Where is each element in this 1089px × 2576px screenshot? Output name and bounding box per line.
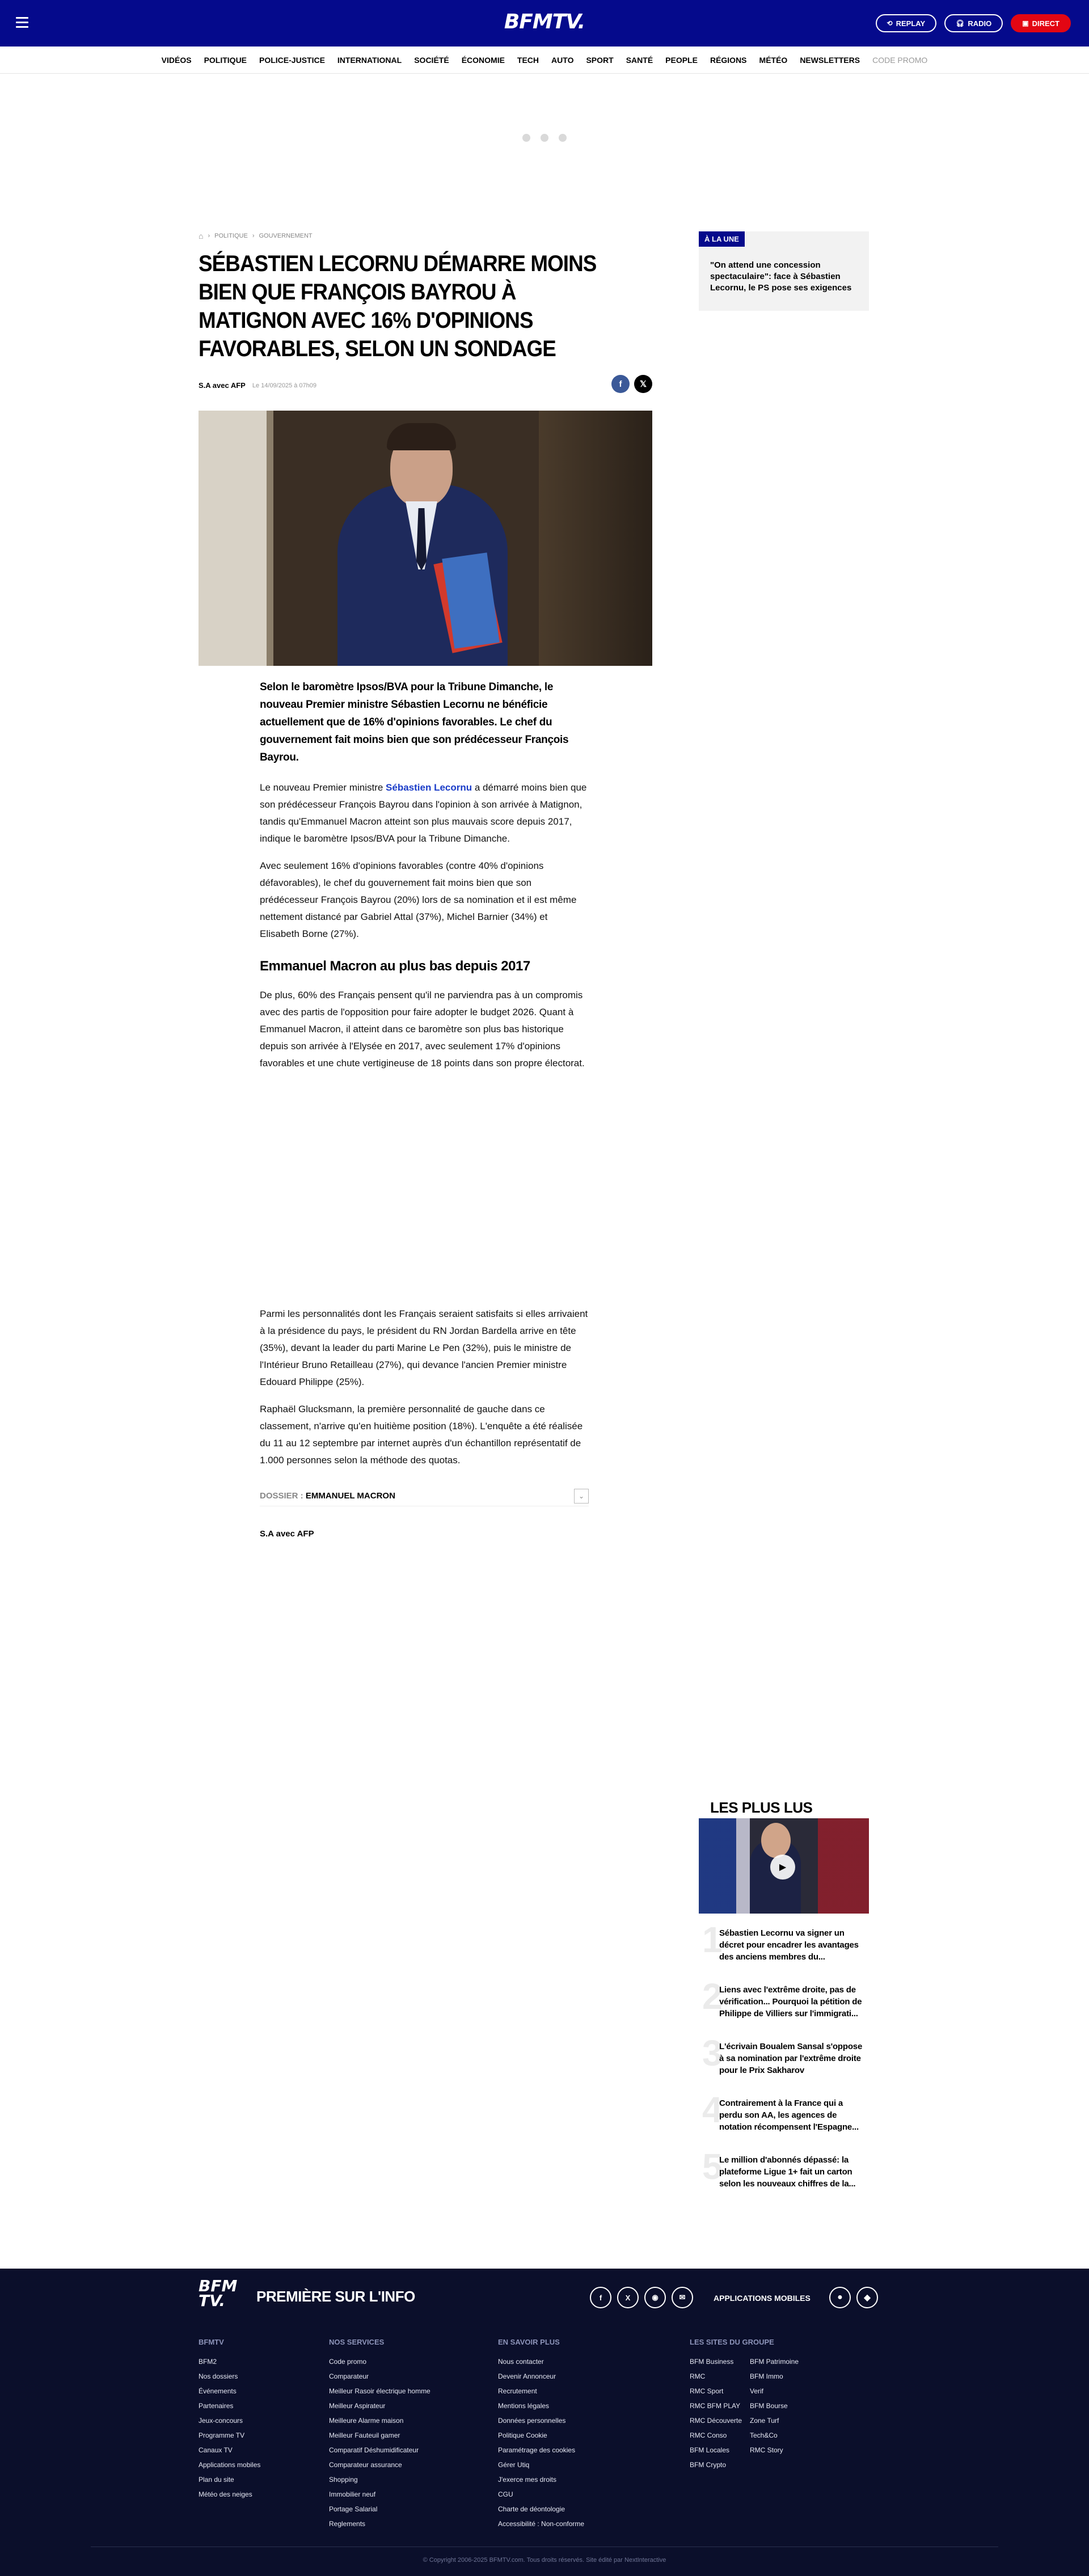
footer-col-title [750,2338,799,2346]
footer-link[interactable]: Données personnelles [498,2417,566,2425]
footer-link[interactable]: BFM Immo [750,2372,783,2380]
footer-link[interactable]: Comparatif Déshumidificateur [329,2446,419,2454]
footer-link[interactable]: Meilleur Rasoir électrique homme [329,2387,430,2395]
footer-apps-label: APPLICATIONS MOBILES [714,2294,811,2303]
footer-link[interactable]: Reglements [329,2520,366,2528]
footer-col-title: BFMTV [199,2338,224,2346]
headphones-icon: 🎧︎ [956,19,965,27]
article-lead: Selon le baromètre Ipsos/BVA pour la Tribune Dimanche, le nouveau Premier ministre Sébastien Lecornu ne bénéficie actuellement que de 16% d'opinions favorables. Le chef du gouvernement fait moins bien que son prédécesseur François Bayrou. [260,681,569,763]
nav-item-sante[interactable]: SANTÉ [626,55,653,65]
rank-number: 1 [702,1919,723,1960]
article-paragraph: Raphaël Glucksmann, la première personnalité de gauche dans ce classement, n'arrive qu'en huitième position (18%). L'enquête a été réalisée du 11 au 12 septembre par internet auprès d'un échantillon représentatif de 1.000 personnes selon la méthode des quotas. [260,1404,583,1466]
footer-link[interactable]: Immobilier neuf [329,2490,376,2498]
nav-item-videos[interactable]: VIDÉOS [161,55,192,65]
nav-item-international[interactable]: INTERNATIONAL [337,55,402,65]
nav-item-regions[interactable]: RÉGIONS [710,55,747,65]
footer-link[interactable]: RMC Découverte [690,2417,742,2425]
footer-link[interactable]: Zone Turf [750,2417,779,2425]
replay-icon: ⟲ [887,19,893,27]
article-paragraph: Parmi les personnalités dont les Français seraient satisfaits si elles arrivaient à la présidence du pays, le président du RN Jordan Bardella arrive en tête (35%), devant la leader du parti Marine Le Pen (32%), puis le ministre de l'Intérieur Bruno Retailleau (27%), qui devance l'ancien Premier ministre Edouard Philippe (25%). [260,1308,588,1387]
main-nav [0,47,1089,74]
footer-link[interactable]: Code promo [329,2358,367,2366]
list-item-title[interactable]: L'écrivain Boualem Sansal s'oppose à sa nomination par l'extrême droite pour le Prix Sakharov [719,2042,863,2075]
chevron-right-icon: › [208,233,210,239]
direct-label: DIRECT [1032,19,1060,28]
footer-link[interactable]: Nous contacter [498,2358,544,2366]
nav-item-people[interactable]: PEOPLE [665,55,698,65]
dossier-bar[interactable] [260,1486,589,1506]
nav-item-police-justice[interactable]: POLICE-JUSTICE [259,55,325,65]
footer-link[interactable]: Événements [199,2387,237,2395]
plus-lus-video-thumbnail[interactable] [699,1818,869,1914]
breadcrumb-politique[interactable]: POLITIQUE [214,233,248,239]
list-item-title[interactable]: Liens avec l'extrême droite, pas de vérification... Pourquoi la pétition de Philippe de Villiers sur l'immigrati... [719,1985,862,2018]
nav-item-newsletters[interactable]: NEWSLETTERS [800,55,860,65]
footer-logo[interactable]: BFM TV. [199,2277,238,2310]
footer-link[interactable]: Comparateur assurance [329,2461,402,2469]
footer-copyright: © Copyright 2006-2025 BFMTV.com. Tous droits réservés. Site édité par NextInteractive [423,2557,666,2564]
home-icon[interactable]: ⌂ [199,231,204,240]
footer-link[interactable]: Tech&Co [750,2431,778,2439]
plus-lus-list [699,1919,869,2208]
footer-link[interactable]: Charte de déontologie [498,2505,565,2513]
list-item[interactable] [699,1919,869,1982]
live-icon: ▣ [1022,19,1029,27]
article-date: Le 14/09/2025 à 07h09 [252,382,317,389]
footer-link[interactable]: Accessibilité : Non-conforme [498,2520,585,2528]
footer-link[interactable]: BFM Locales [690,2446,730,2454]
list-item[interactable] [699,2033,869,2095]
footer-link[interactable]: BFM Business [690,2358,734,2366]
share-buttons [611,375,652,393]
footer-link[interactable]: BFM Bourse [750,2402,788,2410]
list-item-title[interactable]: Sébastien Lecornu va signer un décret pour encadrer les avantages des anciens membres du... [719,1928,859,1962]
article-signature: S.A avec AFP [260,1529,314,1539]
facebook-icon[interactable]: f [590,2287,611,2308]
link-sebastien-lecornu[interactable]: Sébastien Lecornu [386,782,472,793]
footer-link[interactable]: Politique Cookie [498,2431,547,2439]
replay-button[interactable] [876,14,937,32]
article-author: S.A avec AFP [199,381,246,390]
list-item-title[interactable]: Contrairement à la France qui a perdu son AA, les agences de notation récompensent l'Espagne... [719,2098,859,2132]
footer-social [590,2287,693,2308]
footer-link[interactable]: Paramétrage des cookies [498,2446,576,2454]
footer-link[interactable]: Programme TV [199,2431,245,2439]
footer-link[interactable]: RMC Conso [690,2431,727,2439]
plus-lus-heading: LES PLUS LUS [710,1799,813,1816]
footer-link[interactable]: RMC Story [750,2446,783,2454]
footer-link[interactable]: BFM2 [199,2358,217,2366]
footer-link[interactable]: Devenir Annonceur [498,2372,556,2380]
header-actions [876,14,1071,32]
a-la-une-tag: À LA UNE [699,231,745,247]
x-icon[interactable]: X [617,2287,639,2308]
ad-loading-indicator [0,134,1089,142]
article-hero-image [199,411,652,666]
list-item-title[interactable]: Le million d'abonnés dépassé: la plateforme Ligue 1+ fait un carton selon les nouveaux chiffres de la... [719,2155,856,2189]
nav-item-economie[interactable]: ÉCONOMIE [461,55,505,65]
footer-app-buttons [829,2287,878,2308]
footer-link[interactable]: Verif [750,2387,764,2395]
footer-link[interactable]: Applications mobiles [199,2461,261,2469]
site-logo[interactable]: BFMTV. [504,10,585,33]
footer-link[interactable]: Comparateur [329,2372,369,2380]
article-subheading: Emmanuel Macron au plus bas depuis 2017 [260,958,530,974]
footer-col-title: LES SITES DU GROUPE [690,2338,774,2346]
footer-link[interactable]: Mentions légales [498,2402,550,2410]
x-icon[interactable]: 𝕏 [634,375,652,393]
rss-icon[interactable]: ◉ [644,2287,666,2308]
chevron-right-icon: › [252,233,255,239]
nav-item-code-promo[interactable]: CODE PROMO [872,55,928,65]
list-item[interactable] [699,2089,869,2152]
a-la-une-title[interactable]: "On attend une concession spectaculaire": face à Sébastien Lecornu, le PS pose ses exigences [710,260,852,293]
footer-col-savoir-plus [498,2338,584,2531]
list-item[interactable] [699,2146,869,2208]
apple-icon[interactable]: ● [829,2287,851,2308]
footer-col-services [329,2338,430,2531]
breadcrumb-gouvernement[interactable]: GOUVERNEMENT [259,233,313,239]
facebook-icon[interactable]: f [611,375,630,393]
footer-link[interactable]: BFM Crypto [690,2461,727,2469]
footer-link[interactable]: J'exerce mes droits [498,2476,556,2484]
site-footer [0,2269,1089,2576]
footer-link[interactable]: RMC Sport [690,2387,724,2395]
footer-link[interactable]: Météo des neiges [199,2490,252,2498]
footer-link[interactable]: RMC [690,2372,706,2380]
footer-link[interactable]: RMC BFM PLAY [690,2402,741,2410]
radio-button[interactable] [944,14,1003,32]
breadcrumb [199,231,313,240]
footer-col-title: NOS SERVICES [329,2338,385,2346]
footer-link[interactable]: Portage Salarial [329,2505,378,2513]
chevron-down-icon[interactable]: ⌄ [574,1489,589,1504]
footer-col-title: EN SAVOIR PLUS [498,2338,560,2346]
footer-tagline: PREMIÈRE SUR L'INFO [256,2288,415,2305]
rank-number: 4 [702,2089,723,2130]
article-meta [199,381,316,390]
footer-link[interactable]: Jeux-concours [199,2417,243,2425]
footer-link[interactable]: Gérer Utiq [498,2461,530,2469]
nav-item-societe[interactable]: SOCIÉTÉ [414,55,449,65]
rank-number: 5 [702,2146,723,2187]
nav-item-politique[interactable]: POLITIQUE [204,55,247,65]
replay-label: REPLAY [896,19,926,28]
footer-col-bfmtv [199,2338,260,2502]
rank-number: 3 [702,2033,723,2074]
nav-item-meteo[interactable]: MÉTÉO [759,55,788,65]
footer-col-groupe-2 [750,2338,799,2457]
footer-link[interactable]: Canaux TV [199,2446,233,2454]
footer-link[interactable]: BFM Patrimoine [750,2358,799,2366]
footer-link[interactable]: Meilleur Aspirateur [329,2402,386,2410]
article-paragraph: Le nouveau Premier ministre Sébastien Lecornu a démarré moins bien que son prédécesseur François Bayrou dans l'opinion à son arrivée à Matignon, tandis qu'Emmanuel Macron atteint son plus mauvais score depuis 2017, indique le baromètre Ipsos/BVA pour la Tribune Dimanche. [260,782,587,844]
rank-number: 2 [702,1976,723,2017]
nav-item-tech[interactable]: TECH [517,55,539,65]
footer-link[interactable]: CGU [498,2490,513,2498]
radio-label: RADIO [968,19,992,28]
dossier-label: DOSSIER : EMMANUEL MACRON [260,1491,395,1501]
footer-link[interactable]: Meilleure Alarme maison [329,2417,404,2425]
article-title: SÉBASTIEN LECORNU DÉMARRE MOINS BIEN QUE FRANÇOIS BAYROU À MATIGNON AVEC 16% D'OPINIONS FAVORABLES, SELON UN SONDAGE [199,251,597,361]
article-paragraph: Avec seulement 16% d'opinions favorables (contre 40% d'opinions défavorables), le chef du gouvernement fait moins bien que son prédécesseur François Bayrou (20%) lors de sa nomination et il est même nettement distancé par Gabriel Attal (37%), Michel Barnier (34%) et Elisabeth Borne (27%). [260,860,577,939]
list-item[interactable] [699,1976,869,2038]
footer-link[interactable]: Recrutement [498,2387,537,2395]
direct-button[interactable] [1011,14,1071,32]
article-paragraph: De plus, 60% des Français pensent qu'il ne parviendra pas à un compromis avec des partis de l'opposition pour faire adopter le budget 2026. Quant à Emmanuel Macron, il atteint dans ce baromètre son plus bas historique depuis son arrivée à l'Elysée en 2017, avec seulement 17% d'opinions favorables et une chute vertigineuse de 18 points dans son propre électorat. [260,990,585,1069]
nav-item-sport[interactable]: SPORT [586,55,614,65]
a-la-une-card[interactable] [699,231,869,311]
footer-link[interactable]: Shopping [329,2476,358,2484]
nav-item-auto[interactable]: AUTO [551,55,574,65]
android-icon[interactable]: ◆ [856,2287,878,2308]
footer-link[interactable]: Meilleur Fauteuil gamer [329,2431,400,2439]
site-header [0,0,1089,47]
footer-link[interactable]: Plan du site [199,2476,234,2484]
footer-link[interactable]: Partenaires [199,2402,234,2410]
play-icon[interactable]: ▶ [770,1855,795,1880]
mail-icon[interactable]: ✉ [672,2287,693,2308]
footer-link[interactable]: Nos dossiers [199,2372,238,2380]
